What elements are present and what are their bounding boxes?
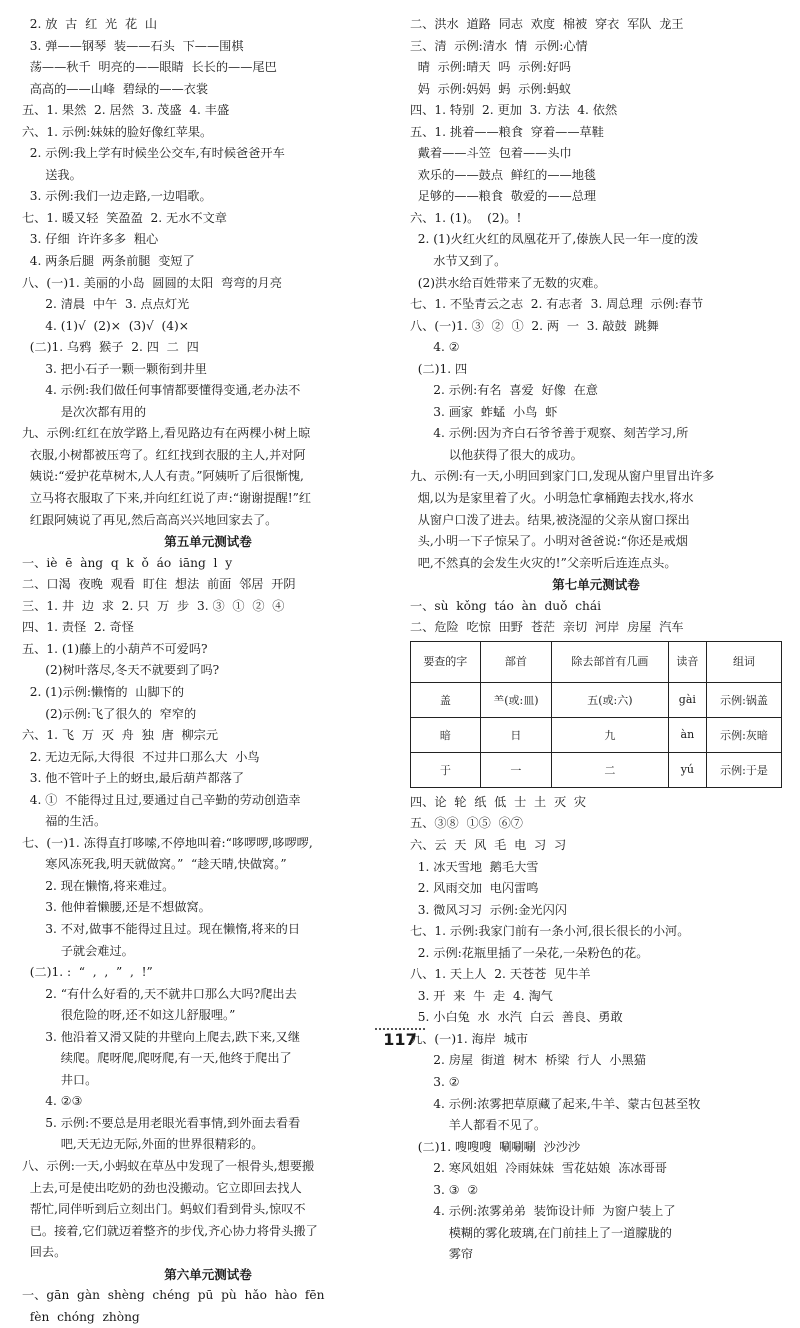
table-cell: 日 (480, 717, 551, 752)
answer-line: 四、论 轮 纸 低 士 土 灭 灾 (410, 794, 587, 809)
table-cell: 暗 (411, 717, 481, 752)
table-header-cell: 要查的字 (411, 641, 481, 682)
answer-line: 六、1. 飞 万 灭 舟 独 唐 柳宗元 (22, 728, 219, 743)
answer-line: (二)1. 四 (410, 361, 468, 376)
table-row (411, 717, 782, 752)
answer-line: 五、1. 果然 2. 居然 3. 茂盛 4. 丰盛 (22, 103, 230, 118)
table-cell: 五(或:六) (552, 682, 669, 717)
answer-line: 很危险的呀,还不如这儿舒服哩。” (22, 1008, 236, 1023)
answer-line: 二、口渴 夜晚 观看 盯住 想法 前面 邻居 开阴 (22, 577, 296, 592)
table-header-row (411, 641, 782, 682)
answer-line: 从窗户口泼了进去。结果,被浇湿的父亲从窗口探出 (410, 512, 690, 527)
answer-line: 模糊的雾化玻璃,在门前挂上了一道朦胧的 (410, 1225, 672, 1240)
answer-line: 戴着——斗笠 包着——头巾 (410, 146, 572, 161)
answer-line: 九、示例:红红在放学路上,看见路边有在两棵小树上晾 (22, 426, 311, 441)
table-header-cell: 组词 (707, 641, 782, 682)
table-cell: gài (668, 682, 706, 717)
answer-line: (2)树叶落尽,冬天不就要到了吗? (22, 663, 220, 678)
right-column (410, 14, 782, 1266)
radical-lookup-table (410, 641, 782, 788)
answer-line: 头,小明一下子惊呆了。小明对爸爸说:“你还是戒烟 (410, 534, 688, 549)
answer-line: 3. 弹——钢琴 装——石头 下——围棋 (22, 38, 244, 53)
answer-line: 2. 现在懒惰,将来难过。 (22, 878, 175, 893)
answer-line: 3. ③ ② (410, 1182, 479, 1197)
answer-line: 欢乐的——鼓点 鲜红的——地毯 (410, 167, 597, 182)
answer-line: 七、1. 示例:我家门前有一条小河,很长很长的小河。 (410, 924, 690, 939)
answer-line: 三、1. 井 边 求 2. 只 万 步 3. ③ ① ② ④ (22, 598, 285, 613)
answer-line: 2. 放 古 红 光 花 山 (22, 17, 158, 31)
answer-line: 二、洪水 道路 同志 欢度 棉被 穿衣 军队 龙王 (410, 17, 684, 31)
answer-line: 五、1. (1)藤上的小葫芦不可爱吗? (22, 641, 208, 656)
answer-line: 子就会难过。 (22, 943, 134, 958)
answer-line: 六、云 天 风 毛 电 习 习 (410, 837, 567, 852)
table-cell: 于 (411, 752, 481, 787)
table-cell: 二 (552, 752, 669, 787)
answer-line: 二、危险 吃惊 田野 苍茫 亲切 河岸 房屋 汽车 (410, 620, 684, 635)
answer-line: 2. 清晨 中午 3. 点点灯光 (22, 297, 190, 312)
table-cell: 九 (552, 717, 669, 752)
answer-line: (2)洪水给百姓带来了无数的灾难。 (410, 275, 606, 290)
answer-line: 七、(一)1. 冻得直打哆嗦,不停地叫着:“哆啰啰,哆啰啰, (22, 835, 313, 850)
table-cell: yú (668, 752, 706, 787)
answer-line: 2. 寒风姐姐 冷雨妹妹 雪花姑娘 冻冰哥哥 (410, 1161, 667, 1176)
answer-line: 七、1. 暖又轻 笑盈盈 2. 无水不文章 (22, 210, 227, 225)
answer-line: 3. 微风习习 示例:金光闪闪 (410, 902, 567, 917)
answer-line: 四、1. 责怪 2. 奇怪 (22, 620, 134, 635)
answer-line: 3. 画家 蚱蜢 小鸟 虾 (410, 404, 558, 419)
answer-line: 3. 不对,做事不能得过且过。现在懒惰,将来的日 (22, 921, 301, 936)
answer-line: 福的生活。 (22, 814, 107, 829)
answer-line: 4. (1)√ (2)× (3)√ (4)× (22, 318, 190, 333)
answer-line: 5. 示例:不要总是用老眼光看事情,到外面去看看 (22, 1115, 301, 1130)
answer-line: 帮忙,同伴听到后立刻出门。蚂蚁们看到骨头,惊叹不 (22, 1202, 306, 1217)
answer-line: 2. 示例:我上学有时候坐公交车,有时候爸爸开车 (22, 146, 285, 161)
answer-line: 上去,可是使出吃奶的劲也没搬动。它立即回去找人 (22, 1180, 302, 1195)
answer-line: 九、(一)1. 海岸 城市 (410, 1031, 529, 1046)
answer-line: 井口。 (22, 1072, 98, 1087)
answer-line: 以他获得了很大的成功。 (410, 447, 583, 462)
answer-line: 一、sù kǒng táo àn duǒ chái (410, 598, 602, 613)
answer-line: (二)1. 嗖嗖嗖 唰唰唰 沙沙沙 (410, 1139, 581, 1154)
answer-line: (二)1. 乌鸦 猴子 2. 四 二 四 (22, 340, 199, 355)
answer-line: 续爬。爬呀爬,爬呀爬,有一天,他终于爬出了 (22, 1051, 292, 1066)
answer-line: (二)1. : “ , , ” , !” (22, 965, 153, 980)
table-header-cell: 读音 (668, 641, 706, 682)
answer-line: 水节又到了。 (410, 254, 507, 269)
table-row (411, 752, 782, 787)
answer-line: 足够的——粮食 敬爱的——总理 (410, 189, 597, 204)
answer-line: 4. ②③ (22, 1094, 83, 1109)
answer-line: 荡——秋千 明亮的——眼睛 长长的——尾巴 (22, 60, 277, 75)
section-title: 第六单元测试卷 (164, 1266, 252, 1282)
answer-line: 4. 示例:因为齐白石爷爷善于观察、刻苦学习,所 (410, 426, 689, 441)
table-cell: àn (668, 717, 706, 752)
answer-line: 3. 他不管叶子上的蚜虫,最后葫芦都落了 (22, 771, 245, 786)
answer-line: 3. 把小石子一颗一颗衔到井里 (22, 361, 207, 376)
answer-line: 4. ① 不能得过且过,要通过自己辛勤的劳动创造幸 (22, 792, 301, 807)
answer-line: 高高的——山峰 碧绿的——衣裳 (22, 81, 209, 96)
answer-line: 八、1. 天上人 2. 天苍苍 见牛羊 (410, 967, 591, 982)
answer-line: 3. 他伸着懒腰,还是不想做窝。 (22, 900, 211, 915)
answer-line: 寒风冻死我,明天就做窝。” “趁天晴,快做窝。” (22, 857, 287, 872)
answer-line: 3. 他沿着又滑又陡的井壁向上爬去,跌下来,又继 (22, 1029, 301, 1044)
left-column (22, 14, 394, 1328)
answer-line: 五、1. 挑着——粮食 穿着——草鞋 (410, 124, 604, 139)
table-row (411, 682, 782, 717)
answer-line: 2. “有什么好看的,天不就井口那么大吗?爬出去 (22, 986, 297, 1001)
table-cell: 示例:锅盖 (707, 682, 782, 717)
answer-line: 1. 冰天雪地 鹅毛大雪 (410, 859, 539, 874)
section-title: 第五单元测试卷 (164, 534, 252, 550)
answer-line: 2. 示例:有名 喜爱 好像 在意 (410, 383, 598, 398)
answer-line: fèn chóng zhòng (22, 1309, 140, 1324)
answer-line: 2. 风雨交加 电闪雷鸣 (410, 881, 539, 896)
answer-line: 2. (1)示例:懒惰的 山脚下的 (22, 684, 185, 699)
table-cell: 盖 (411, 682, 481, 717)
answer-line: 送我。 (22, 167, 82, 182)
answer-line: 3. ② (410, 1074, 460, 1089)
answer-line: 4. ② (410, 340, 460, 355)
answer-line: 一、iè ē àng q k ǒ áo iāng l y (22, 555, 233, 570)
answer-line: 羊人都看不见了。 (410, 1118, 547, 1133)
answer-line: 七、1. 不坠青云之志 2. 有志者 3. 周总理 示例:春节 (410, 297, 704, 312)
answer-line: 三、清 示例:清水 情 示例:心情 (410, 38, 588, 53)
answer-line: (2)示例:飞了很久的 窄窄的 (22, 706, 197, 721)
table-cell: 示例:灰暗 (707, 717, 782, 752)
answer-line: 3. 开 来 牛 走 4. 淘气 (410, 988, 553, 1003)
answer-line: 已。接着,它们就迈着整齐的步伐,齐心协力将骨头搬了 (22, 1223, 318, 1238)
answer-line: 回去。 (22, 1245, 67, 1260)
answer-line: 吧,天无边无际,外面的世界很精彩的。 (22, 1137, 264, 1152)
answer-line: 3. 示例:我们一边走路,一边唱歌。 (22, 189, 212, 204)
answer-line: 2. 房屋 街道 树木 桥梁 行人 小黑猫 (410, 1053, 646, 1068)
answer-line: 八、示例:一天,小蚂蚁在草丛中发现了一根骨头,想要搬 (22, 1158, 315, 1173)
table-cell: 示例:于是 (707, 752, 782, 787)
table-cell: 一 (480, 752, 551, 787)
table-header-cell: 除去部首有几画 (552, 641, 669, 682)
answer-line: 六、1. (1)。 (2)。! (410, 210, 522, 225)
table-cell: ⺷(或:皿) (480, 682, 551, 717)
answer-line: 五、③⑧ ①⑤ ⑥⑦ (410, 816, 523, 831)
answer-line: 晴 示例:晴天 吗 示例:好吗 (410, 60, 572, 75)
page-number: 117 (0, 1030, 800, 1049)
answer-line: 4. 示例:我们做任何事情都要懂得变通,老办法不 (22, 383, 301, 398)
answer-line: 2. 无边无际,大得很 不过井口那么大 小鸟 (22, 749, 260, 764)
answer-line: 六、1. 示例:妹妹的脸好像红苹果。 (22, 124, 213, 139)
answer-line: 衣服,小树都被压弯了。红红找到衣服的主人,并对阿 (22, 447, 306, 462)
answer-line: 立马将衣服取了下来,并向红红说了声:“谢谢提醒!”红 (22, 491, 312, 506)
answer-line: 雾帘 (410, 1247, 474, 1262)
answer-line: 4. 示例:浓雾把草原藏了起来,牛羊、蒙古包甚至牧 (410, 1096, 701, 1111)
answer-line: 4. 两条后腿 两条前腿 变短了 (22, 254, 195, 269)
answer-line: 3. 仔细 许许多多 粗心 (22, 232, 159, 247)
answer-line: 姨说:“爱护花草树木,人人有责。”阿姨听了后很惭愧, (22, 469, 304, 484)
answer-line: 是次次都有用的 (22, 404, 147, 419)
answer-line: 5. 小白兔 水 水汽 白云 善良、勇敢 (410, 1010, 623, 1025)
answer-line: 一、gān gàn shèng chéng pū pù hǎo hào fēn (22, 1288, 325, 1303)
answer-line: 四、1. 特别 2. 更加 3. 方法 4. 依然 (410, 103, 618, 118)
answer-line: 2. 示例:花瓶里插了一朵花,一朵粉色的花。 (410, 945, 649, 960)
table-header-cell: 部首 (480, 641, 551, 682)
answer-line: 烟,以为是家里着了火。小明急忙拿桶跑去找水,将水 (410, 491, 694, 506)
section-title: 第七单元测试卷 (552, 577, 640, 593)
answer-line: 2. (1)火红火红的凤凰花开了,傣族人民一年一度的泼 (410, 232, 699, 247)
answer-line: 八、(一)1. ③ ② ① 2. 两 一 3. 敲鼓 跳舞 (410, 318, 659, 333)
answer-line: 妈 示例:妈妈 蚂 示例:蚂蚁 (410, 81, 572, 96)
answer-line: 吧,不然真的会发生火灾的!”父亲听后连连点头。 (410, 555, 677, 570)
answer-line: 九、示例:有一天,小明回到家门口,发现从窗户里冒出许多 (410, 469, 715, 484)
answer-line: 八、(一)1. 美丽的小岛 圆圆的太阳 弯弯的月亮 (22, 275, 282, 290)
answer-line: 4. 示例:浓雾弟弟 装饰设计师 为窗户装上了 (410, 1204, 676, 1219)
answer-line: 红跟阿姨说了再见,然后高高兴兴地回家去了。 (22, 512, 278, 527)
